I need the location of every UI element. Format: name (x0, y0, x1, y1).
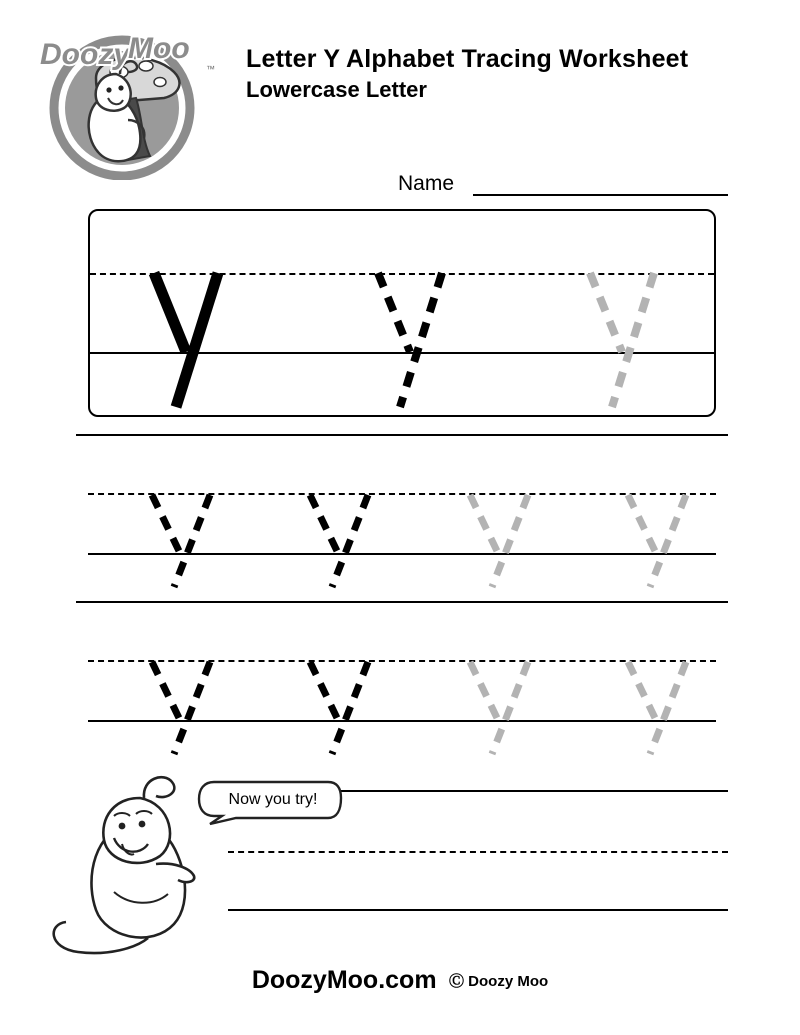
practice-row-2-letters (88, 660, 716, 770)
practice-row-2-midline (88, 720, 716, 722)
demo-baseline-guide (90, 352, 714, 354)
demo-letters (90, 211, 718, 419)
practice-row-1-letters (88, 493, 716, 603)
practice-row-1-dashed-guide (88, 493, 716, 495)
practice-row-2-dashed-guide (88, 660, 716, 662)
practice-row-1-midline (88, 553, 716, 555)
speech-bubble-text: Now you try! (228, 791, 318, 808)
letter-y-solid (154, 273, 218, 407)
svg-text:™: ™ (206, 64, 215, 74)
demo-tracing-box (88, 209, 716, 417)
footer-site-name: DoozyMoo.com (251, 966, 437, 994)
footer-copyright: Ⓒ Doozy Moo (449, 973, 549, 990)
footer (0, 966, 800, 995)
name-field (398, 172, 728, 200)
blank-row-baseline[interactable] (228, 909, 728, 911)
page-title (246, 44, 766, 104)
title-secondary: Lowercase Letter (246, 77, 427, 102)
practice-row-2 (88, 660, 716, 768)
svg-text:Moo: Moo (128, 32, 190, 65)
practice-row-1-baseline[interactable] (76, 601, 728, 603)
name-label: Name (398, 172, 455, 195)
demo-dashed-guide (90, 273, 714, 275)
name-write-line[interactable] (473, 194, 728, 196)
demo-row-bottom-line (76, 434, 728, 436)
letter-y-dashed-dark (378, 273, 442, 407)
blank-row-dashed-guide (228, 851, 728, 853)
logo (24, 28, 220, 180)
practice-row-1 (88, 493, 716, 601)
svg-text:Doozy: Doozy (40, 38, 130, 71)
title-primary: Letter Y Alphabet Tracing Worksheet (246, 45, 689, 73)
letter-y-dashed-light (590, 273, 654, 407)
